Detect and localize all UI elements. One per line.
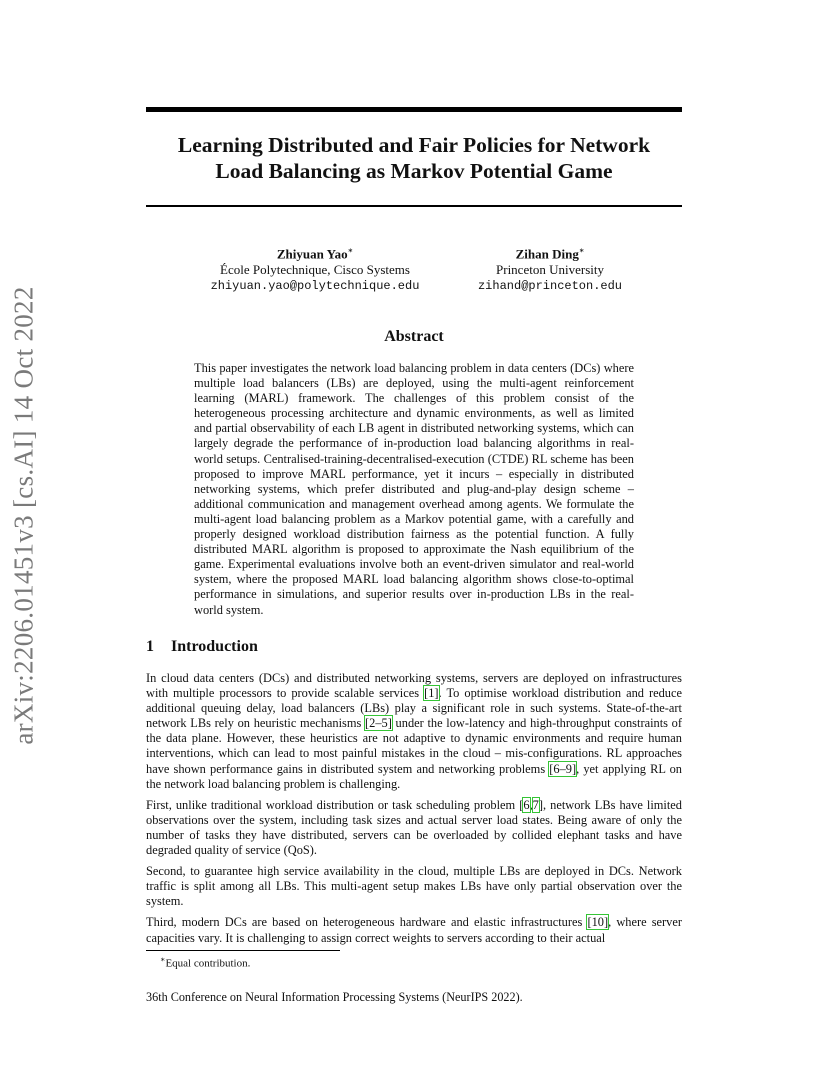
paragraph: Third, modern DCs are based on heterogeneous hardware and elastic infrastructures [10], where server capacities vary. It is challenging to assign correct weights to servers according to their actual xyxy=(146,915,682,945)
author-name: Zhiyuan Yao xyxy=(276,246,348,262)
section-number: 1 xyxy=(146,638,154,655)
title-line-1: Learning Distributed and Fair Policies for Network xyxy=(177,133,651,157)
citation-link[interactable]: [6–9] xyxy=(549,761,577,776)
author-name: Zihan Ding xyxy=(515,246,579,262)
citation-link[interactable]: [10] xyxy=(587,915,609,930)
author-affiliation: Princeton University xyxy=(496,262,604,278)
venue-footer: 36th Conference on Neural Information Processing Systems (NeurIPS 2022). xyxy=(146,990,523,1004)
footnote-text: Equal contribution. xyxy=(165,957,251,970)
author-email: zhiyuan.yao@polytechnique.edu xyxy=(210,279,420,294)
author-email: zihand@princeton.edu xyxy=(477,279,623,294)
author-block-2 xyxy=(450,243,650,294)
paragraph: First, unlike traditional workload distribution or task scheduling problem [6,7], network LBs have limited observations over the system, including task sizes and actual server load states. Being aware of only the number of tasks they have distributed, servers can be overloaded by collided elephant tasks and have degraded quality of service (QoS). xyxy=(146,797,682,858)
citation-link[interactable]: 7 xyxy=(532,797,539,812)
title-bottom-rule xyxy=(146,205,682,207)
citation-link[interactable]: [2–5] xyxy=(365,716,392,731)
equal-contribution-mark: ∗ xyxy=(347,246,354,255)
footnote xyxy=(160,955,250,970)
arxiv-identifier: arXiv:2206.01451v3 [cs.AI] 14 Oct 2022 xyxy=(8,285,39,745)
paragraph: Second, to guarantee high service availability in the cloud, multiple LBs are deployed in DCs. Network traffic is split among all LBs. This multi-agent setup makes LBs have only partial observation over the system. xyxy=(146,864,682,909)
equal-contribution-mark: ∗ xyxy=(578,246,585,255)
section-title: Introduction xyxy=(171,638,258,655)
footnote-mark: ∗ xyxy=(160,955,166,964)
section-heading xyxy=(146,638,682,656)
citation-link[interactable]: [1] xyxy=(424,686,439,701)
title-top-rule xyxy=(146,107,682,112)
footnote-rule xyxy=(146,950,340,951)
title-line-2: Load Balancing as Markov Potential Game xyxy=(215,159,613,183)
abstract-heading: Abstract xyxy=(384,328,444,345)
abstract-text: This paper investigates the network load balancing problem in data centers (DCs) where multiple load balancers (LBs) are deployed, using the multi-agent reinforcement learning (MARL) framework. The challenges of this problem consist of the heterogeneous processing architecture and dynamic environments, as well as limited and partial observability of each LB agent in distributed networking systems, which can largely degrade the performance of in-production load balancing algorithms in real-world setups. Centralised-training-decentralised-execution (CTDE) RL scheme has been proposed to improve MARL performance, yet it incurs – especially in distributed networking systems, which prefer distributed and plug-and-play design scheme – additional communication and management overhead among agents. We formulate the multi-agent load balancing problem as a Markov potential game, with a carefully and properly designed workload distribution fairness as the potential function. A fully distributed MARL algorithm is proposed to approximate the Nash equilibrium of the game. Experimental evaluations involve both an event-driven simulator and real-world system, where the proposed MARL load balancing algorithm shows close-to-optimal performance in simulations, and superior results over in-production LBs in the real-world system. xyxy=(194,361,634,617)
author-block-1 xyxy=(190,243,440,294)
introduction-body xyxy=(146,671,682,952)
paper-title xyxy=(146,132,682,184)
author-affiliation: École Polytechnique, Cisco Systems xyxy=(220,262,410,278)
arxiv-sidebar xyxy=(2,285,46,745)
citation-link[interactable]: 6 xyxy=(523,797,530,812)
paragraph: In cloud data centers (DCs) and distributed networking systems, servers are deployed on infrastructures with multiple processors to provide scalable services [1]. To optimise workload distribution and reduce additional queuing delay, load balancers (LBs) play a significant role in such systems. State-of-the-art network LBs rely on heuristic mechanisms [2–5] under the low-latency and high-throughput constraints of the data plane. However, these heuristics are not adaptive to dynamic environments and require human interventions, which can lead to most painful mistakes in the cloud – mis-configurations. RL approaches have shown performance gains in distributed system and networking problems [6–9], yet applying RL on the network load balancing problem is challenging. xyxy=(146,671,682,791)
